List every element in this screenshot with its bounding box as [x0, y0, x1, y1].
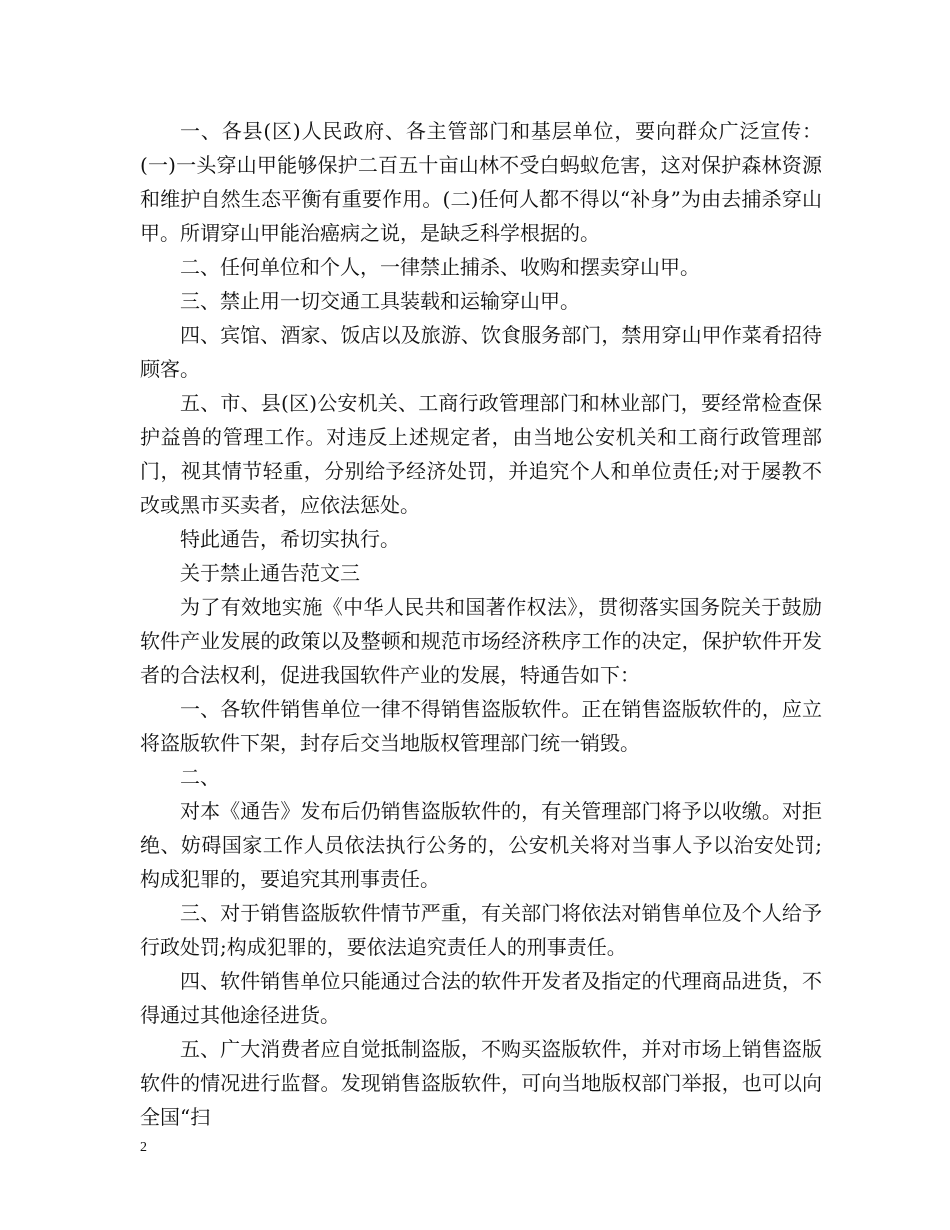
paragraph: 四、宾馆、酒家、饭店以及旅游、饮食服务部门，禁用穿山甲作菜肴招待顾客。	[140, 323, 822, 381]
section-heading: 关于禁止通告范文三	[180, 561, 360, 585]
paragraph: 为了有效地实施《中华人民共和国著作权法》，贯彻落实国务院关于鼓励软件产业发展的政策以及整顿和规范市场经济秩序工作的决定，保护软件开发者的合法权利，促进我国软件产业的发展，特通告如下：	[140, 595, 822, 687]
paragraph: 三、对于销售盗版软件情节严重，有关部门将依法对销售单位及个人给予行政处罚;构成犯罪的，要依法追究责任人的刑事责任。	[140, 901, 822, 959]
paragraph: 特此通告，希切实执行。	[180, 527, 400, 551]
paragraph: 一、各县(区)人民政府、各主管部门和基层单位，要向群众广泛宣传：(一)一头穿山甲能够保护二百五十亩山林不受白蚂蚁危害，这对保护森林资源和维护自然生态平衡有重要作用。(二)任何人都不得以“补身”为由去捕杀穿山甲。所谓穿山甲能治癌病之说，是缺乏科学根据的。	[140, 119, 822, 245]
paragraph: 一、各软件销售单位一律不得销售盗版软件。正在销售盗版软件的，应立将盗版软件下架，封存后交当地版权管理部门统一销毁。	[140, 697, 822, 755]
paragraph: 二、任何单位和个人，一律禁止捕杀、收购和摆卖穿山甲。	[180, 255, 700, 279]
paragraph: 五、市、县(区)公安机关、工商行政管理部门和林业部门，要经常检查保护益兽的管理工作。对违反上述规定者，由当地公安机关和工商行政管理部门，视其情节轻重，分别给予经济处罚，并追究个人和单位责任;对于屡教不改或黑市买卖者，应依法惩处。	[140, 391, 822, 517]
paragraph: 二、	[180, 765, 220, 789]
paragraph: 五、广大消费者应自觉抵制盗版，不购买盗版软件，并对市场上销售盗版软件的情况进行监督。发现销售盗版软件，可向当地版权部门举报，也可以向全国“扫	[140, 1037, 822, 1129]
paragraph: 对本《通告》发布后仍销售盗版软件的，有关管理部门将予以收缴。对拒绝、妨碍国家工作人员依法执行公务的，公安机关将对当事人予以治安处罚;构成犯罪的，要追究其刑事责任。	[140, 799, 822, 891]
page-number: 2	[140, 1140, 147, 1155]
paragraph: 三、禁止用一切交通工具装载和运输穿山甲。	[180, 289, 580, 313]
document-body	[140, 114, 822, 1134]
paragraph: 四、软件销售单位只能通过合法的软件开发者及指定的代理商品进货，不得通过其他途径进货。	[140, 969, 822, 1027]
